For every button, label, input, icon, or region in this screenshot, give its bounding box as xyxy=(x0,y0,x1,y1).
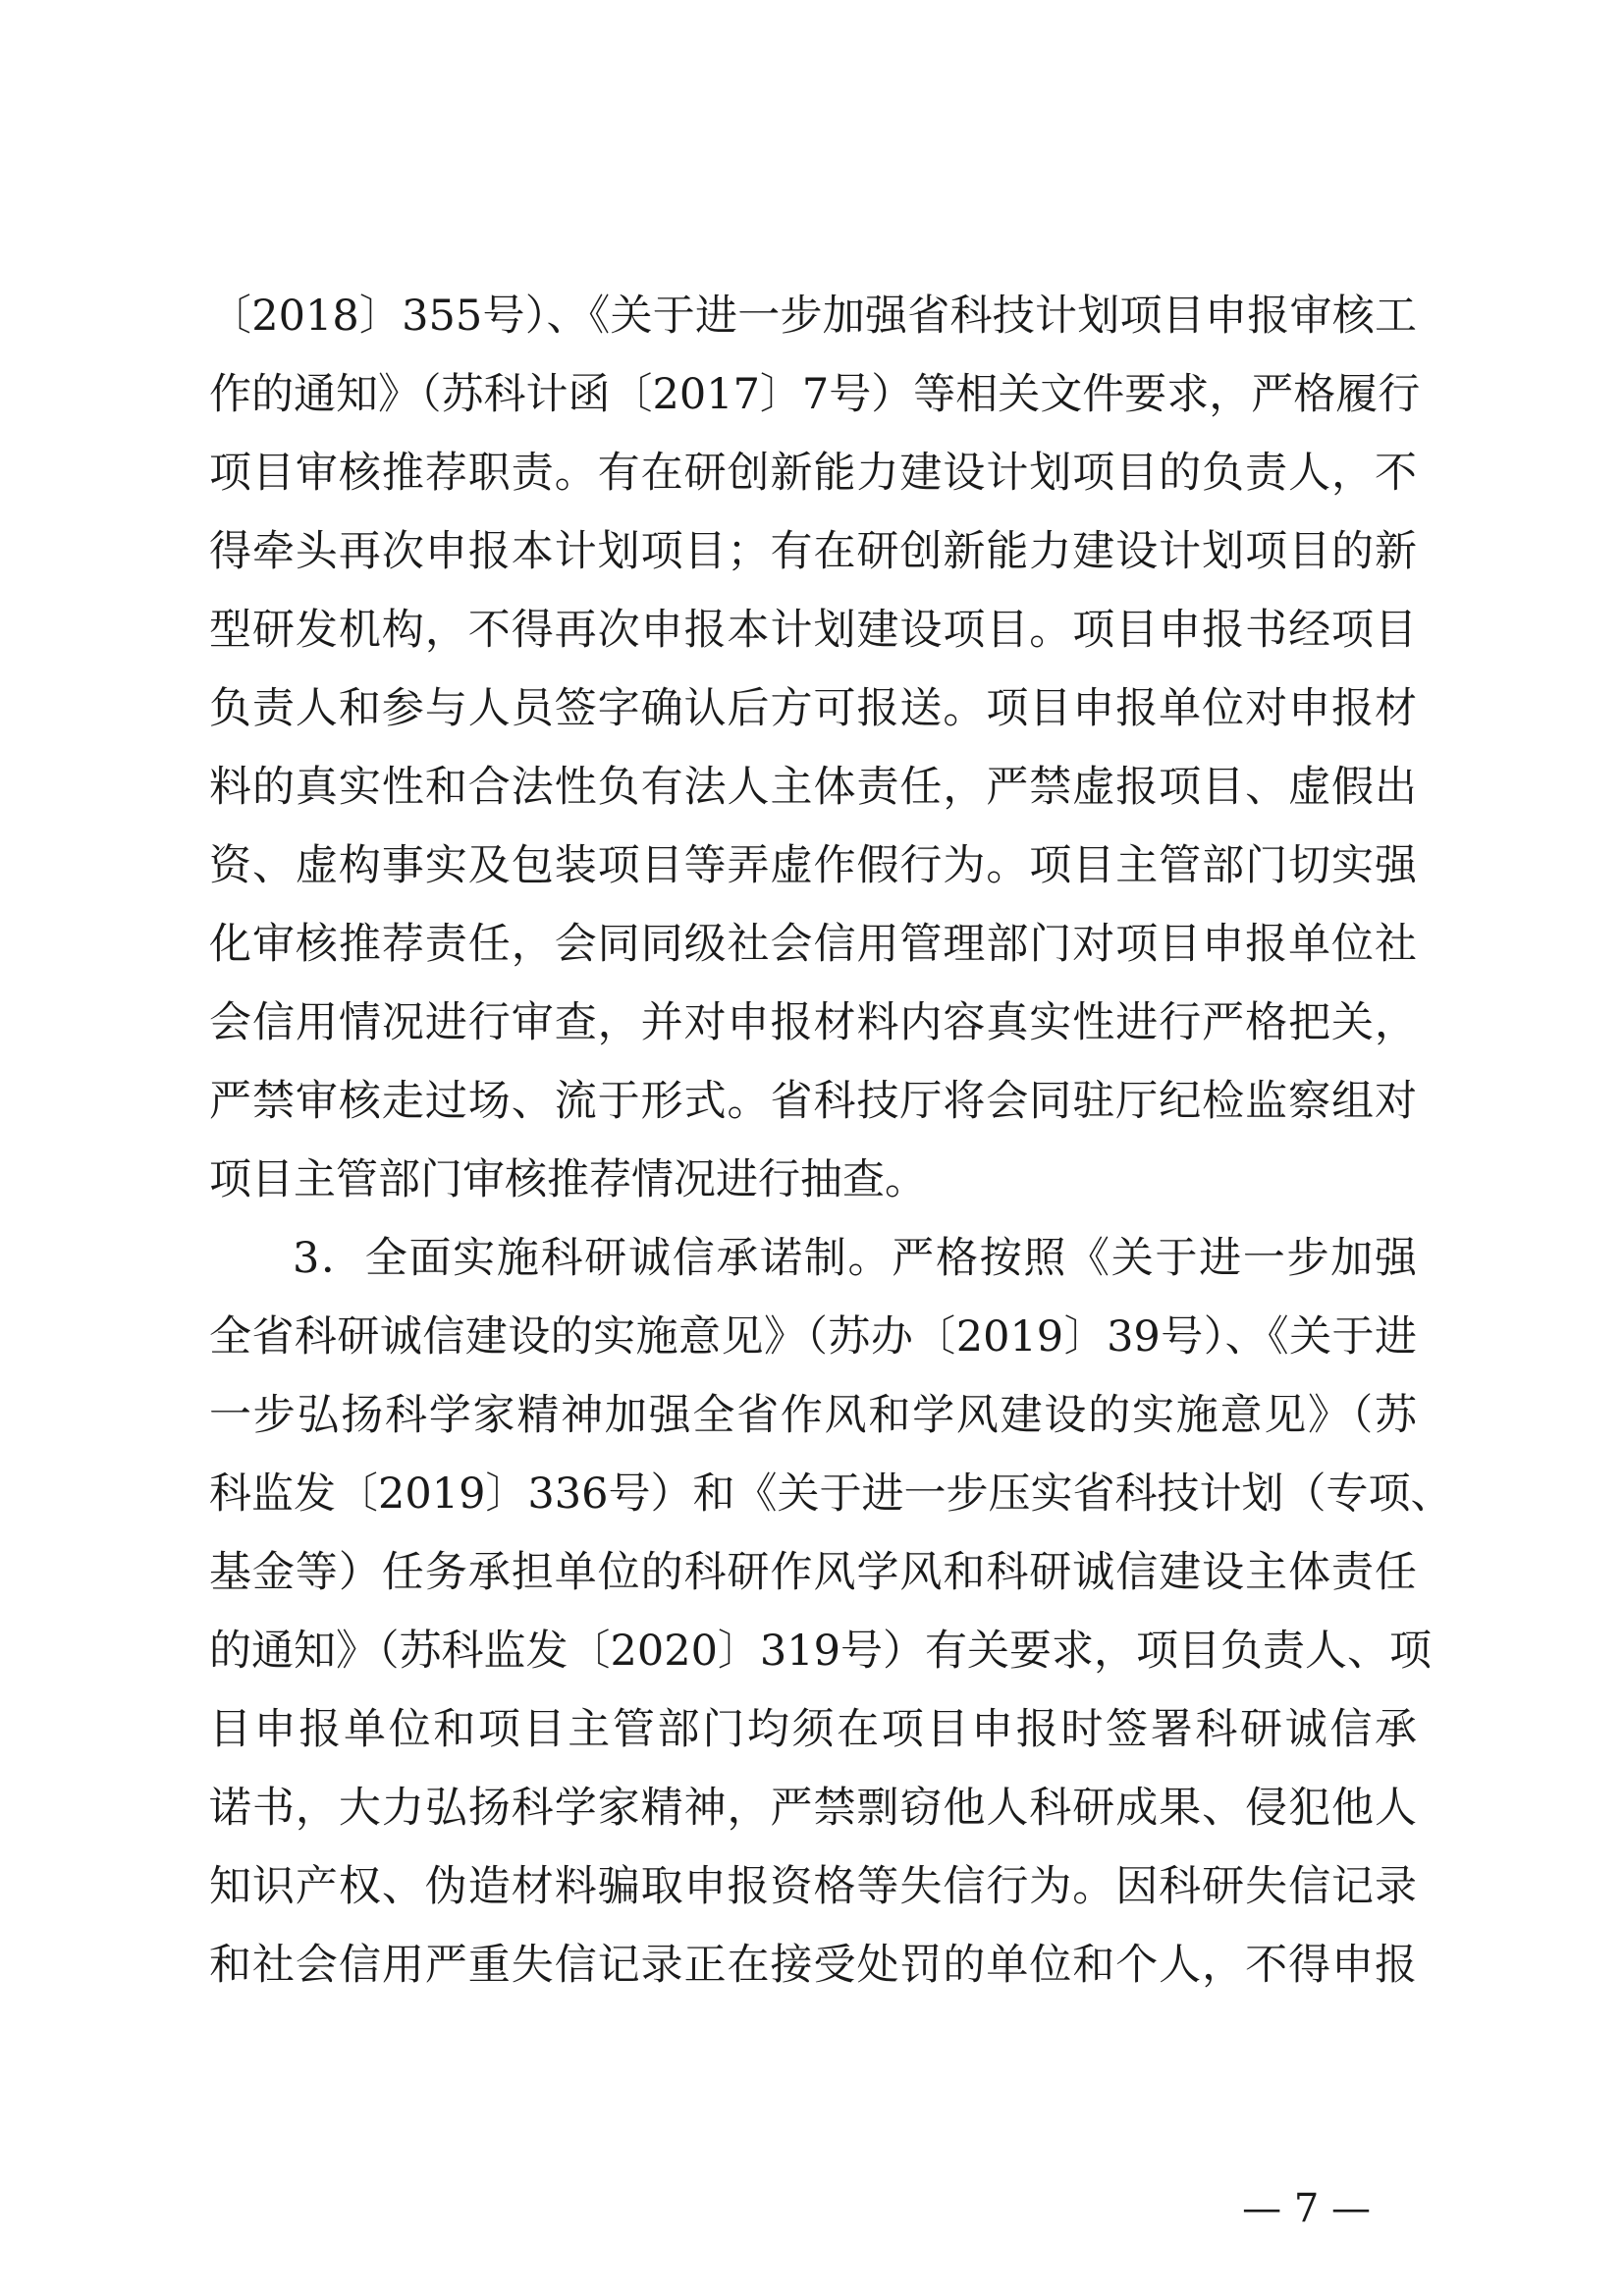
text-line: 目申报单位和项目主管部门均须在项目申报时签署科研诚信承 xyxy=(209,1705,1417,1754)
text-line: 和社会信用严重失信记录正在接受处罚的单位和个人，不得申报 xyxy=(209,1941,1417,1990)
text-line: 项目主管部门审核推荐情况进行抽查。 xyxy=(209,1155,927,1204)
text-line: 一步弘扬科学家精神加强全省作风和学风建设的实施意见》（苏 xyxy=(209,1391,1417,1440)
text-line: 型研发机构，不得再次申报本计划建设项目。项目申报书经项目 xyxy=(209,606,1417,655)
page-number: — 7 — xyxy=(1242,2186,1371,2231)
text-line: 的通知》（苏科监发〔2020〕319号）有关要求，项目负责人、项 xyxy=(209,1627,1433,1676)
text-line: 资、虚构事实及包装项目等弄虚作假行为。项目主管部门切实强 xyxy=(209,841,1417,890)
text-line: 知识产权、伪造材料骗取申报资格等失信行为。因科研失信记录 xyxy=(209,1862,1417,1911)
text-line: 严禁审核走过场、流于形式。省科技厅将会同驻厅纪检监察组对 xyxy=(209,1077,1417,1126)
text-line: 项目审核推荐职责。有在研创新能力建设计划项目的负责人，不 xyxy=(209,449,1417,498)
text-line: 基金等）任务承担单位的科研作风学风和科研诚信建设主体责任 xyxy=(209,1548,1417,1597)
text-line: 会信用情况进行审查，并对申报材料内容真实性进行严格把关， xyxy=(209,998,1417,1047)
text-line: 得牵头再次申报本计划项目；有在研创新能力建设计划项目的新 xyxy=(209,527,1417,576)
text-line: 料的真实性和合法性负有法人主体责任，严禁虚报项目、虚假出 xyxy=(209,763,1417,812)
text-line: 〔2018〕355号）、《关于进一步加强省科技计划项目申报审核工 xyxy=(209,292,1417,341)
text-line: 化审核推荐责任，会同同级社会信用管理部门对项目申报单位社 xyxy=(209,920,1417,969)
text-line: 作的通知》（苏科计函〔2017〕7号）等相关文件要求，严格履行 xyxy=(209,370,1421,419)
text-line: 全省科研诚信建设的实施意见》（苏办〔2019〕39号）、《关于进 xyxy=(209,1312,1417,1362)
section-heading-line: 3．全面实施科研诚信承诺制。严格按照《关于进一步加强 xyxy=(293,1234,1417,1283)
text-line: 诺书，大力弘扬科学家精神，严禁剽窃他人科研成果、侵犯他人 xyxy=(209,1784,1417,1833)
text-line: 科监发〔2019〕336号）和《关于进一步压实省科技计划（专项、 xyxy=(209,1469,1453,1519)
text-line: 负责人和参与人员签字确认后方可报送。项目申报单位对申报材 xyxy=(209,684,1417,733)
